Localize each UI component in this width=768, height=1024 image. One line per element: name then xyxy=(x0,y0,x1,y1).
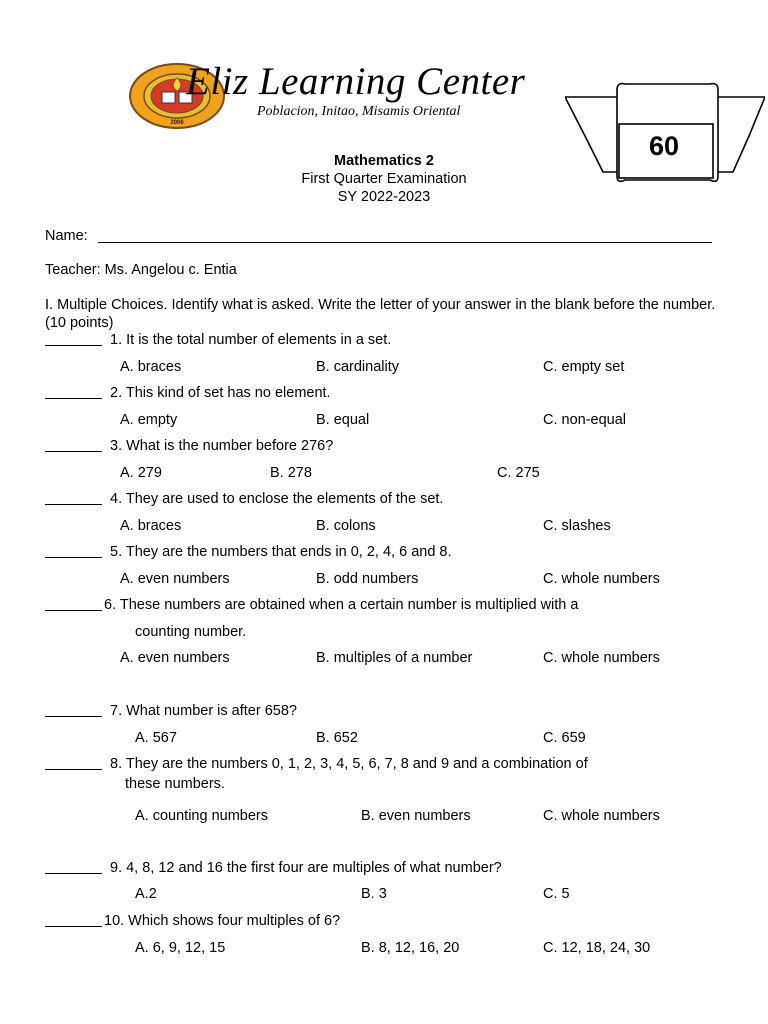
question-2-text: 2. This kind of set has no element. xyxy=(110,385,331,401)
question-8-text: 8. They are the numbers 0, 1, 2, 3, 4, 5, 6, 7, 8 and 9 and a combination of xyxy=(110,756,588,772)
question-4-choice-b: B. colons xyxy=(316,518,376,534)
question-6-text: 6. These numbers are obtained when a certain number is multiplied with a xyxy=(104,597,579,613)
question-6-text-continued: counting number. xyxy=(135,624,247,640)
question-1-choice-c: C. empty set xyxy=(543,359,625,375)
answer-blank-8[interactable] xyxy=(45,769,102,770)
answer-blank-4[interactable] xyxy=(45,504,102,505)
question-8-text-continued: these numbers. xyxy=(125,776,225,792)
question-7-choice-a: A. 567 xyxy=(135,730,177,746)
question-5-text: 5. They are the numbers that ends in 0, 2, 4, 6 and 8. xyxy=(110,544,452,560)
answer-blank-6[interactable] xyxy=(45,610,102,611)
question-1-text: 1. It is the total number of elements in a set. xyxy=(110,332,392,348)
question-5-choice-a: A. even numbers xyxy=(120,571,230,587)
svg-text:2006: 2006 xyxy=(170,120,184,126)
question-8-choice-a: A. counting numbers xyxy=(135,808,268,824)
exam-title: First Quarter Examination xyxy=(301,171,467,187)
answer-blank-9[interactable] xyxy=(45,873,102,874)
teacher-line: Teacher: Ms. Angelou c. Entia xyxy=(45,262,237,278)
school-address: Poblacion, Initao, Misamis Oriental xyxy=(257,104,461,119)
question-10-choice-c: C. 12, 18, 24, 30 xyxy=(543,940,651,956)
question-5-choice-b: B. odd numbers xyxy=(316,571,419,587)
question-9-choice-a: A.2 xyxy=(135,886,157,902)
question-7-text: 7. What number is after 658? xyxy=(110,703,297,719)
subject-title: Mathematics 2 xyxy=(334,153,434,169)
question-6-choice-a: A. even numbers xyxy=(120,650,230,666)
score-value: 60 xyxy=(648,131,680,161)
answer-blank-2[interactable] xyxy=(45,398,102,399)
question-1-choice-b: B. cardinality xyxy=(316,359,400,375)
question-10-text: 10. Which shows four multiples of 6? xyxy=(104,913,341,929)
question-3-choice-c: C. 275 xyxy=(497,465,540,481)
question-3-choice-a: A. 279 xyxy=(120,465,162,481)
question-8-choice-b: B. even numbers xyxy=(361,808,471,824)
instruction-text: I. Multiple Choices. Identify what is asked. Write the letter of your answer in the blank before the number. (10 points) xyxy=(45,297,716,331)
question-4-choice-a: A. braces xyxy=(120,518,182,534)
question-10-choice-b: B. 8, 12, 16, 20 xyxy=(361,940,460,956)
question-9-choice-b: B. 3 xyxy=(361,886,387,902)
question-2-choice-c: C. non-equal xyxy=(543,412,627,428)
question-4-choice-c: C. slashes xyxy=(543,518,611,534)
answer-blank-7[interactable] xyxy=(45,716,102,717)
question-10-choice-a: A. 6, 9, 12, 15 xyxy=(135,940,226,956)
answer-blank-5[interactable] xyxy=(45,557,102,558)
school-year: SY 2022-2023 xyxy=(337,189,431,205)
question-8-choice-c: C. whole numbers xyxy=(543,808,660,824)
answer-blank-3[interactable] xyxy=(45,451,102,452)
question-4-text: 4. They are used to enclose the elements of the set. xyxy=(110,491,444,507)
question-6-choice-b: B. multiples of a number xyxy=(316,650,473,666)
question-6-choice-c: C. whole numbers xyxy=(543,650,660,666)
name-label: Name: xyxy=(45,228,88,244)
question-2-choice-b: B. equal xyxy=(316,412,370,428)
question-9-text: 9. 4, 8, 12 and 16 the first four are multiples of what number? xyxy=(110,860,502,876)
question-3-choice-b: B. 278 xyxy=(270,465,312,481)
section-instruction xyxy=(45,296,725,332)
question-7-choice-c: C. 659 xyxy=(543,730,586,746)
answer-blank-10[interactable] xyxy=(45,926,102,927)
answer-blank-1[interactable] xyxy=(45,345,102,346)
question-2-choice-a: A. empty xyxy=(120,412,178,428)
question-5-choice-c: C. whole numbers xyxy=(543,571,660,587)
question-1-choice-a: A. braces xyxy=(120,359,182,375)
question-3-text: 3. What is the number before 276? xyxy=(110,438,334,454)
school-name: Eliz Learning Center xyxy=(186,60,526,103)
question-9-choice-c: C. 5 xyxy=(543,886,570,902)
question-7-choice-b: B. 652 xyxy=(316,730,358,746)
name-blank[interactable] xyxy=(98,242,712,243)
